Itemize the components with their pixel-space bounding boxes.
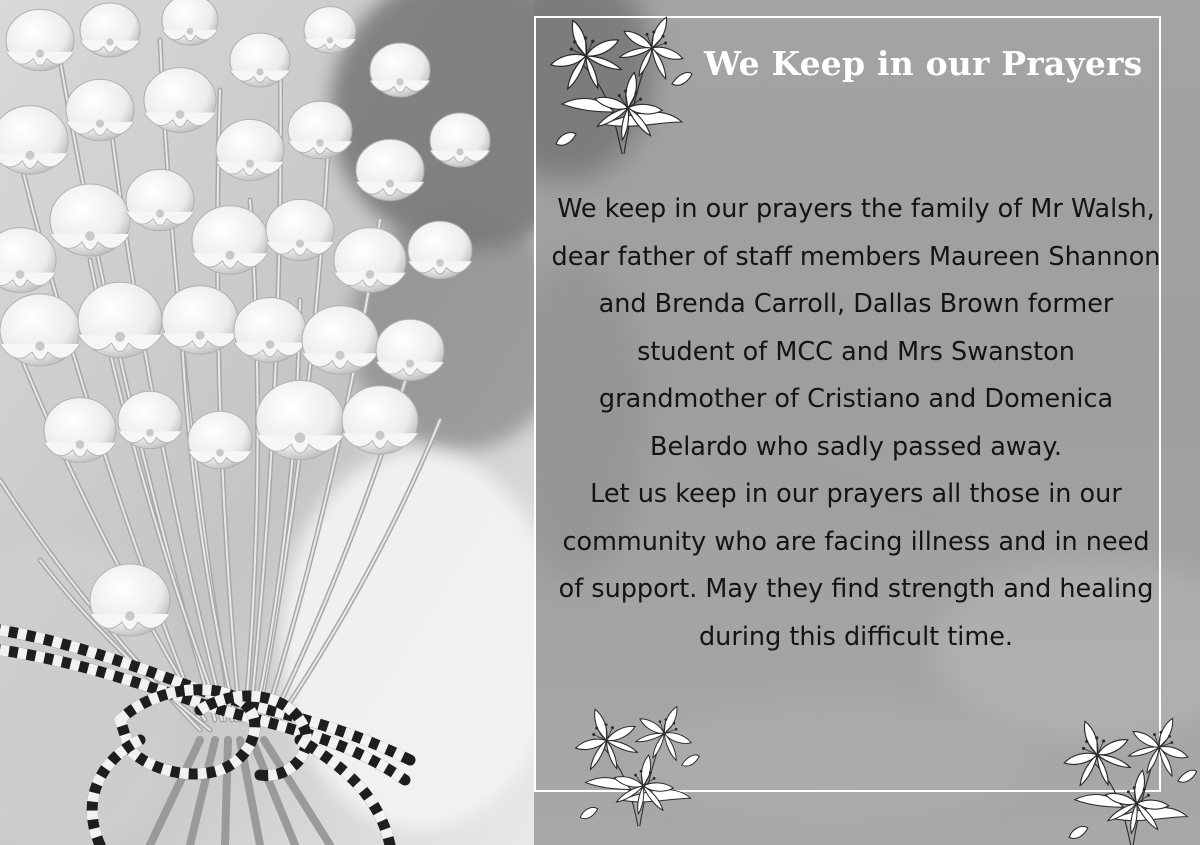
flower-bell	[370, 43, 430, 97]
flower-bell	[144, 68, 216, 133]
bell-center	[115, 332, 125, 342]
bell-center	[125, 611, 135, 621]
bell-center	[266, 340, 275, 349]
bell-center	[246, 160, 254, 168]
message-paragraph-2: Let us keep in our prayers all those in our community who are facing illness and in need of support. May they find strength and healing during this difficult time.	[558, 479, 1154, 652]
flower-bell	[188, 411, 252, 469]
bell-center	[216, 449, 224, 457]
bell-center	[176, 110, 185, 119]
bell-center	[396, 78, 403, 85]
bell-center	[256, 68, 263, 75]
flower-bell	[288, 101, 352, 159]
bell-center	[386, 180, 394, 188]
flower-bell	[376, 319, 444, 380]
bell-center	[436, 259, 444, 267]
bell-center	[76, 440, 85, 449]
flower-bell	[408, 221, 472, 279]
flower-bell	[66, 79, 134, 140]
bell-center	[366, 270, 375, 279]
flower-bell	[44, 398, 116, 463]
bell-center	[106, 38, 113, 45]
bell-center	[146, 429, 154, 437]
flower-bell	[334, 228, 406, 293]
bell-center	[35, 341, 45, 351]
flower-bell	[6, 9, 74, 70]
card-message	[550, 186, 1162, 661]
lily-flower-icon	[542, 4, 702, 164]
bell-center	[225, 251, 234, 260]
bell-center	[296, 240, 304, 248]
bell-center	[36, 50, 44, 58]
flower-bell	[192, 206, 268, 274]
flower-bell	[356, 139, 424, 200]
bell-center	[335, 351, 344, 360]
flower-bell	[256, 380, 344, 459]
prayer-card	[534, 0, 1200, 845]
flower-bell	[126, 169, 194, 230]
bell-center	[195, 331, 204, 340]
flower-bell	[90, 564, 170, 636]
flower-bell	[302, 306, 378, 374]
bell-center	[375, 431, 384, 440]
bell-center	[25, 151, 34, 160]
flower-photo	[0, 0, 534, 845]
flower-bell	[118, 391, 182, 449]
bell-center	[295, 432, 306, 443]
bell-center	[456, 148, 463, 155]
message-paragraph-1: We keep in our prayers the family of Mr Walsh, dear father of staff members Maureen Shannon and Brenda Carroll, Dallas Brown former student of MCC and Mrs Swanston grandmother of Cristiano and Domenica Belardo who sadly passed away.	[551, 194, 1161, 462]
flower-bell	[50, 184, 130, 256]
flower-bell	[216, 119, 284, 180]
bell-center	[406, 360, 414, 368]
bell-center	[316, 139, 324, 147]
flower-bell	[304, 7, 356, 54]
lily-flower-icon	[1056, 706, 1200, 845]
bell-center	[85, 231, 95, 241]
card-title: We Keep in our Prayers	[704, 44, 1143, 83]
flower-bell	[266, 199, 334, 260]
bell-center	[16, 270, 25, 279]
flower-bell	[0, 294, 80, 366]
flower-bell	[342, 386, 418, 454]
flower-stem	[225, 740, 228, 845]
flower-bell	[78, 282, 162, 358]
lily-flower-icon	[568, 690, 708, 840]
flower-bell	[162, 286, 238, 354]
bell-center	[187, 28, 194, 35]
flower-bell	[430, 113, 490, 167]
flower-bell	[234, 298, 306, 363]
bell-center	[156, 210, 164, 218]
flower-bell	[230, 33, 290, 87]
bell-center	[96, 120, 104, 128]
bell-center	[327, 37, 333, 43]
flower-bell	[0, 106, 68, 174]
flower-bell	[162, 0, 218, 45]
bouquet-illustration	[0, 0, 534, 845]
flower-bell	[80, 3, 140, 57]
